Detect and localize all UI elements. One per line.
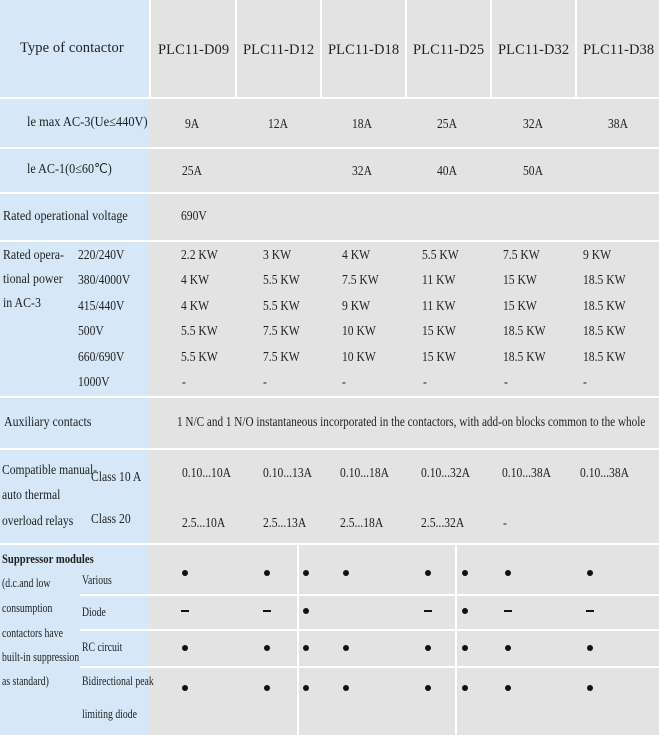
power-value: 7.5 KW (342, 272, 379, 287)
rated-voltage-label: Rated operational voltage (3, 208, 128, 223)
class10-label: Class 10 A (91, 469, 142, 484)
power-value: 5.5 KW (181, 349, 218, 364)
power-value: 15 KW (503, 298, 537, 313)
suppressor-title: Suppressor modules (2, 551, 94, 566)
suppressor-dot-mark (462, 570, 468, 576)
class10-value: 0.10...10A (182, 465, 232, 480)
ac3-value: 32A (523, 116, 543, 131)
suppressor-dash-mark (424, 610, 432, 612)
rated-power-label-line: in AC-3 (3, 295, 41, 310)
ac1-value: 25A (182, 163, 202, 178)
suppressor-dot-mark (264, 570, 270, 576)
suppressor-dot-mark (587, 685, 593, 691)
ac3-value: 18A (352, 116, 372, 131)
suppressor-dash-mark (586, 610, 594, 612)
row-divider (0, 396, 659, 398)
suppressor-dot-mark (264, 645, 270, 651)
suppressor-row-label: Various (82, 573, 112, 587)
column-divider (405, 0, 407, 98)
rated-voltage-value: 690V (181, 208, 207, 223)
class10-value: 0.10...38A (580, 465, 630, 480)
row-divider (80, 594, 659, 596)
class20-value: 2.5...10A (182, 515, 226, 530)
suppressor-row-label: Diode (82, 605, 106, 619)
power-value: 18.5 KW (583, 323, 626, 338)
row-divider (80, 666, 659, 668)
power-value: - (583, 374, 587, 389)
model-header: PLC11-D18 (328, 42, 400, 58)
ac1-value: 40A (437, 163, 457, 178)
suppressor-row-label: RC circuit (82, 640, 123, 654)
power-row-voltage: 660/690V (78, 349, 125, 364)
suppressor-note-line: contactors have (2, 626, 63, 640)
power-value: 7.5 KW (263, 323, 300, 338)
suppressor-dot-mark (505, 685, 511, 691)
suppressor-dot-mark (505, 570, 511, 576)
class10-value: 0.10...38A (502, 465, 552, 480)
suppressor-dot-mark (303, 645, 309, 651)
suppressor-dot-mark (182, 685, 188, 691)
power-value: - (342, 374, 346, 389)
column-divider (235, 0, 237, 98)
suppressor-dot-mark (425, 645, 431, 651)
suppressor-dot-mark (303, 685, 309, 691)
suppressor-note-line: consumption (2, 601, 53, 615)
suppressor-dot-mark (343, 570, 349, 576)
ac1-value: 32A (352, 163, 372, 178)
power-value: 10 KW (342, 323, 376, 338)
suppressor-dash-mark (181, 610, 189, 612)
auxiliary-contacts-text: 1 N/C and 1 N/O instantaneous incorporated in the contactors, with add-on blocks common to the whole (177, 414, 646, 429)
ac3-value: 25A (437, 116, 457, 131)
row-divider (0, 192, 659, 194)
row-divider (0, 147, 659, 149)
suppressor-dot-mark (425, 685, 431, 691)
suppressor-dot-mark (462, 685, 468, 691)
suppressor-dot-mark (425, 570, 431, 576)
model-header: PLC11-D25 (413, 42, 485, 58)
class10-value: 0.10...32A (421, 465, 471, 480)
power-row-voltage: 1000V (78, 374, 110, 389)
rated-power-label-line: Rated opera- (3, 247, 65, 262)
power-value: 11 KW (422, 272, 456, 287)
model-header: PLC11-D32 (498, 42, 570, 58)
power-value: 4 KW (181, 272, 210, 287)
suppressor-row-label: Bidirectional peak (82, 674, 154, 688)
power-value: 18.5 KW (503, 349, 546, 364)
class20-value: 2.5...13A (263, 515, 307, 530)
rated-power-label-line: tional power (3, 271, 63, 286)
ac1-current-label: le AC-1(0≤60℃) (27, 161, 112, 176)
suppressor-dash-mark (504, 610, 512, 612)
column-divider (297, 544, 299, 735)
power-value: 5.5 KW (263, 298, 300, 313)
ac3-current-label: le max AC-3(Ue≤440V) (27, 114, 148, 129)
class10-value: 0.10...18A (340, 465, 390, 480)
class20-label: Class 20 (91, 511, 131, 526)
power-value: 3 KW (263, 247, 292, 262)
power-value: 2.2 KW (181, 247, 218, 262)
row-divider (0, 240, 659, 242)
suppressor-dot-mark (182, 645, 188, 651)
auxiliary-contacts-label: Auxiliary contacts (4, 414, 92, 429)
power-value: 5.5 KW (263, 272, 300, 287)
suppressor-note-line: built-in suppression (2, 650, 80, 664)
model-header: PLC11-D38 (583, 42, 655, 58)
power-value: - (182, 374, 186, 389)
row-divider (0, 97, 659, 99)
suppressor-dot-mark (343, 645, 349, 651)
power-row-voltage: 220/240V (78, 247, 125, 262)
power-row-voltage: 500V (78, 323, 104, 338)
class20-value: - (503, 515, 507, 530)
power-row-voltage: 415/440V (78, 298, 125, 313)
power-value: 18.5 KW (583, 349, 626, 364)
power-value: - (504, 374, 508, 389)
suppressor-dash-mark (263, 610, 271, 612)
power-value: 10 KW (342, 349, 376, 364)
power-value: 4 KW (181, 298, 210, 313)
model-header: PLC11-D09 (158, 42, 230, 58)
suppressor-note-line: as standard) (2, 674, 49, 688)
power-value: 15 KW (503, 272, 537, 287)
power-value: - (423, 374, 427, 389)
power-value: 15 KW (422, 349, 456, 364)
column-divider (320, 0, 322, 98)
suppressor-dot-mark (587, 570, 593, 576)
overload-label-line: auto thermal (2, 487, 61, 502)
power-value: 18.5 KW (583, 298, 626, 313)
column-divider (575, 0, 577, 98)
suppressor-dot-mark (462, 608, 468, 614)
ac3-value: 38A (608, 116, 628, 131)
row-divider (80, 629, 659, 631)
class10-value: 0.10...13A (263, 465, 313, 480)
ac3-value: 9A (185, 116, 200, 131)
power-value: 7.5 KW (503, 247, 540, 262)
suppressor-dot-mark (182, 570, 188, 576)
model-header: PLC11-D12 (243, 42, 315, 58)
power-value: 5.5 KW (181, 323, 218, 338)
ac1-value: 50A (523, 163, 543, 178)
power-row-voltage: 380/4000V (78, 272, 131, 287)
power-value: 5.5 KW (422, 247, 459, 262)
power-value: - (263, 374, 267, 389)
power-value: 18.5 KW (503, 323, 546, 338)
overload-label-line: Compatible manual- (2, 462, 98, 477)
power-value: 9 KW (342, 298, 371, 313)
power-value: 9 KW (583, 247, 612, 262)
column-divider (149, 0, 151, 98)
type-of-contactor-label: Type of contactor (20, 40, 124, 56)
suppressor-dot-mark (303, 608, 309, 614)
power-value: 15 KW (422, 323, 456, 338)
label-column-background (0, 0, 150, 735)
power-value: 7.5 KW (263, 349, 300, 364)
column-divider (490, 0, 492, 98)
suppressor-row-label: limiting diode (82, 707, 137, 721)
power-value: 18.5 KW (583, 272, 626, 287)
suppressor-note-line: (d.c.and low (2, 576, 51, 590)
ac3-value: 12A (268, 116, 288, 131)
column-divider (455, 544, 457, 735)
suppressor-dot-mark (343, 685, 349, 691)
suppressor-dot-mark (462, 645, 468, 651)
suppressor-dot-mark (264, 685, 270, 691)
class20-value: 2.5...32A (421, 515, 465, 530)
class20-value: 2.5...18A (340, 515, 384, 530)
row-divider (0, 448, 659, 450)
row-divider (0, 543, 659, 545)
suppressor-dot-mark (587, 645, 593, 651)
suppressor-dot-mark (303, 570, 309, 576)
power-value: 4 KW (342, 247, 371, 262)
power-value: 11 KW (422, 298, 456, 313)
overload-label-line: overload relays (2, 513, 74, 528)
suppressor-dot-mark (505, 645, 511, 651)
